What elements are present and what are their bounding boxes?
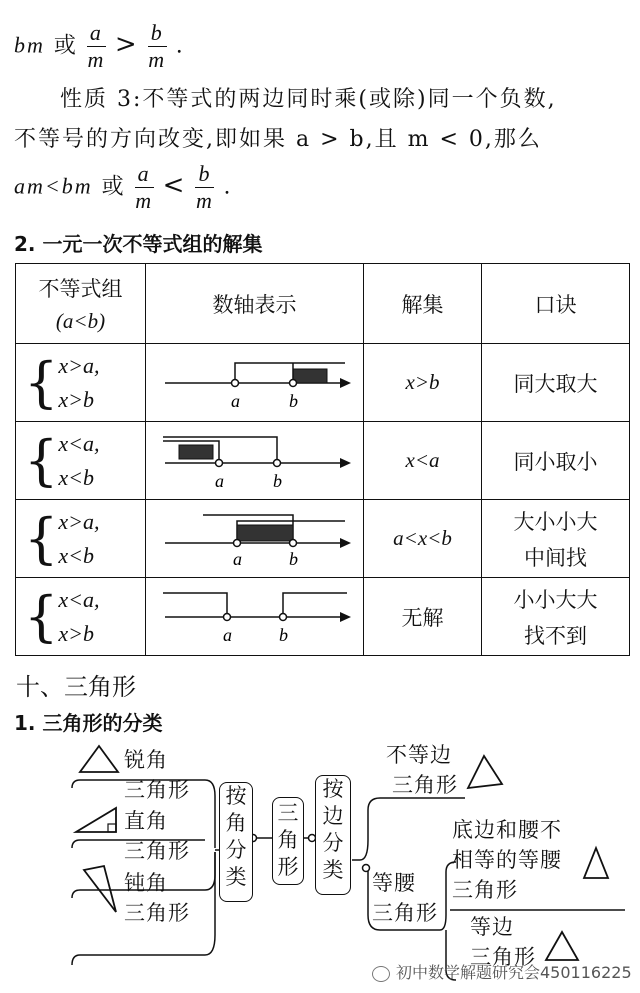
solution-cell: 无解 xyxy=(364,578,482,656)
number-line-cell xyxy=(146,500,364,578)
number-line-cell xyxy=(146,578,364,656)
intro-line-1: bm 或 $\frac{a}{m}$ > $\frac{b}{m}$ . xyxy=(14,20,185,72)
header-system: 不等式组 (a<b) xyxy=(16,264,146,344)
gt-sign: > xyxy=(114,29,139,60)
section-10-subtitle: 1. 三角形的分类 xyxy=(14,711,163,735)
svg-text:b: b xyxy=(278,625,288,645)
solution-cell: a<x<b xyxy=(364,500,482,578)
inequality-table xyxy=(15,263,630,656)
isosceles-label: 等腰 三角形 xyxy=(372,871,438,925)
fraction-a-over-m-2: $\frac{a}{m}$ xyxy=(135,161,154,213)
equilateral-label: 等边 三角形 xyxy=(470,915,536,969)
system-cell: { x<a, x<b xyxy=(16,422,146,500)
table-header-row xyxy=(16,264,630,344)
solution-cell: x<a xyxy=(364,422,482,500)
by-side-box: 按 边 分 类 xyxy=(315,775,351,895)
number-line-graph xyxy=(155,423,355,493)
table-row xyxy=(16,344,630,422)
number-line-cell xyxy=(146,422,364,500)
right-label: 直角 三角形 xyxy=(124,809,190,863)
svg-text:b: b xyxy=(272,471,282,491)
svg-text:a: a xyxy=(222,625,232,645)
lt-sign: < xyxy=(162,170,187,201)
svg-text:a: a xyxy=(232,549,242,569)
isosceles-triangle-icon xyxy=(584,848,608,878)
triangle-box: 三 角 形 xyxy=(272,797,304,885)
number-line-cell xyxy=(146,344,364,422)
expr-am-lt-bm: am<bm xyxy=(14,173,93,199)
table-row xyxy=(16,422,630,500)
wechat-icon xyxy=(372,966,390,982)
section-2-title: 2. 一元一次不等式组的解集 xyxy=(14,232,263,256)
label-a: a xyxy=(230,391,240,411)
fraction-a-over-m: $\frac{a}{m}$ xyxy=(87,20,106,72)
acute-label: 锐角 三角形 xyxy=(124,748,190,802)
table-row xyxy=(16,500,630,578)
rule-cell: 小小大大 找不到 xyxy=(482,578,630,656)
rule-cell: 同小取小 xyxy=(482,422,630,500)
label-b: b xyxy=(288,391,298,411)
svg-text:b: b xyxy=(288,549,298,569)
rule-cell: 大小小大 中间找 xyxy=(482,500,630,578)
equilateral-triangle-icon xyxy=(546,932,578,960)
property-3-line-2: 不等号的方向改变,即如果 a > b,且 m < 0,那么 xyxy=(14,127,542,152)
header-solution: 解集 xyxy=(364,264,482,344)
obtuse-triangle-icon xyxy=(84,866,116,912)
solution-cell: x>b xyxy=(364,344,482,422)
scalene-triangle-icon xyxy=(468,756,502,788)
right-triangle-icon xyxy=(76,808,116,832)
header-rule: 口诀 xyxy=(482,264,630,344)
or-text: 或 xyxy=(53,33,78,59)
expr-bm: bm xyxy=(14,32,45,58)
acute-triangle-icon xyxy=(80,746,118,772)
number-line-graph xyxy=(155,501,355,571)
number-line-graph xyxy=(155,345,355,415)
scalene-label: 不等边 三角形 xyxy=(386,743,458,797)
table-row xyxy=(16,578,630,656)
system-cell: { x>a, x>b xyxy=(16,344,146,422)
watermark: 初中数学解题研究会450116225 xyxy=(372,960,632,983)
property-3-line-1: 性质 3:不等式的两边同时乘(或除)同一个负数, xyxy=(60,87,557,112)
system-cell: { x<a, x>b xyxy=(16,578,146,656)
obtuse-label: 钝角 三角形 xyxy=(124,871,190,925)
system-cell: { x>a, x<b xyxy=(16,500,146,578)
fraction-b-over-m: $\frac{b}{m}$ xyxy=(148,20,167,72)
header-number-line: 数轴表示 xyxy=(146,264,364,344)
fraction-b-over-m-2: $\frac{b}{m}$ xyxy=(195,161,214,213)
rule-cell: 同大取大 xyxy=(482,344,630,422)
section-10-title: 十、三角形 xyxy=(16,673,136,701)
by-angle-box: 按 角 分 类 xyxy=(219,782,253,902)
number-line-graph xyxy=(155,579,355,649)
intro-line-4: am<bm 或 $\frac{a}{m}$ < $\frac{b}{m}$ . xyxy=(14,161,233,213)
non-equilateral-isosceles-label: 底边和腰不 相等的等腰 三角形 xyxy=(452,818,562,902)
svg-text:a: a xyxy=(214,471,224,491)
